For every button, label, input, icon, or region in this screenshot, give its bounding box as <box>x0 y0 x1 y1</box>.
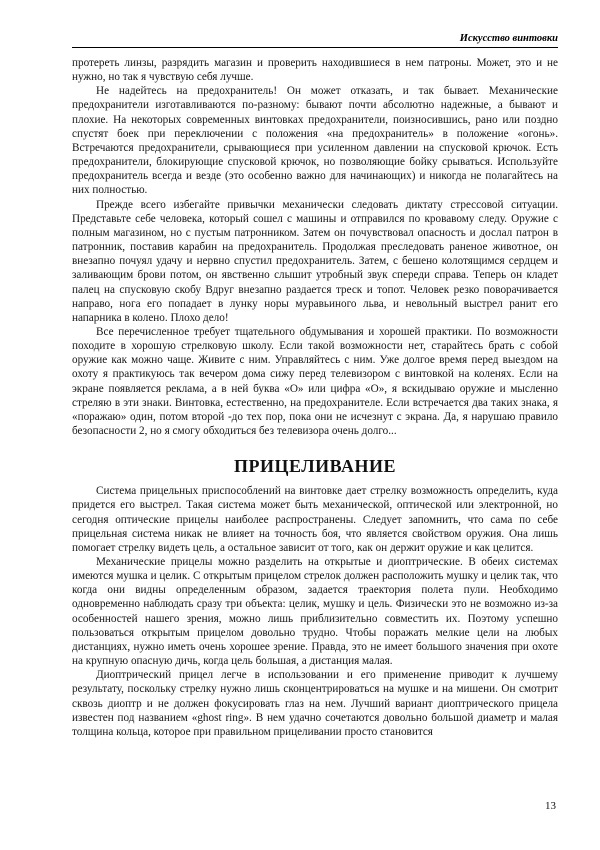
paragraph: Все перечисленное требует тщательного обдумывания и хорошей практики. По возможности походите в хорошую стрелковую школу. Если такой возможности нет, старайтесь брать с собой оружие как можно чаще. Живите с ним. Управляйтесь с ним. Уже долгое время перед выездом на охоту я практикуюсь так вечером дома сижу перед телевизором с винтовкой на коленях. Если на экране появляется реклама, а в ней буква «О» или цифра «О», я вскидываю оружие и мысленно стреляю в эти знаки. Винтовка, естественно, на предохранителе. Если встречается два таких знака, я «поражаю» один, потом второй -до тех пор, пока они не исчезнут с экрана. Да, я нарушаю правило безопасности 2, но я смогу обходиться без телевизора очень долго... <box>72 325 558 438</box>
paragraph: Не надейтесь на предохранитель! Он может отказать, и так бывает. Механические предохранители изготавливаются по-разному: бывают почти абсолютно надежные, а бывают и плохие. На некоторых современных винтовках предохранители, поизносившись, рано или поздно спустят боек при переключении с положения «на предохранитель» в положение «огонь». Встречаются предохранители, срывающиеся при усиленном давлении на спусковой крючок. Есть предохранители, блокирующие спусковой крючок, но позволяющие бойку срываться. Используйте предохранитель всегда и везде (это особенно важно для начинающих) и никогда не полагайтесь на них полностью. <box>72 85 558 197</box>
paragraph: Прежде всего избегайте привычки механически следовать диктату стрессовой ситуации. Представьте себе человека, который сошел с машины и отправился по кровавому следу. Оружие с полным магазином, но с пустым патронником. Затем он почувствовал опасность и дослал патрон в патронник, поставив карабин на предохранитель. Продолжая преследовать раненое животное, он внезапно почуял удачу и нервно спустил предохранитель. Затем, с бешено колотящимся сердцем и заливающим брови потом, он явственно слышит утробный звук спереди справа. Теперь он кладет палец на спусковую скобу Вдруг внезапно раздается треск и топот. Человек резко поворачивается направо, нога его попадает в лунку норы муравьиного льва, и невольный выстрел ранит его напарника в колено. Плохо дело! <box>72 198 558 324</box>
paragraph: протереть линзы, разрядить магазин и проверить находившиеся в нем патроны. Может, это и не нужно, но так я чувствую себя лучше. <box>72 57 558 84</box>
paragraph: Диоптрический прицел легче в использовании и его применение приводит к лучшему результату, поскольку стрелку нужно лишь сконцентрироваться на мушке и на мишени. Он смотрит сквозь диоптр и не должен фокусировать глаз на нем. Лучший вариант диоптрического прицела известен под названием «ghost ring». В нем удачно сочетаются довольно большой диаметр и малая толщина кольца, которое при правильном прицеливании просто становится <box>72 669 558 738</box>
running-header: Искусство винтовки <box>72 33 558 48</box>
page-number: 13 <box>545 800 556 812</box>
section-heading: ПРИЦЕЛИВАНИЕ <box>233 456 397 477</box>
paragraph: Система прицельных приспособлений на винтовке дает стрелку возможность определить, куда придется его выстрел. Такая система может быть механической, оптической или электронной, но сегодня оптические прицелы наиболее распространены. Следует запомнить, что сама по себе прицельная система никак не влияет на точность боя, что является свойством оружия. Она лишь помогает стрелку видеть цель, а остальное зависит от того, как он держит оружие и как целится. <box>72 485 558 554</box>
page-body <box>72 56 558 739</box>
paragraph: Механические прицелы можно разделить на открытые и диоптрические. В обеих системах имеются мушка и целик. С открытым прицелом стрелок должен расположить мушку и целик так, что когда они видны определенным образом, задается траектория полета пули. Необходимо одновременно наблюдать сразу три объекта: целик, мушку и цель. Физически это не возможно из-за особенностей нашего зрения, можно лишь приблизительно совместить их. Поэтому успешно пользоваться открытым прицелом довольно трудно. Чтобы поражать мелкие цели на любых дистанциях, нужно иметь очень хорошее зрение. Правда, это не имеет большого значения при охоте на крупную опасную дичь, когда цель большая, а дистанция малая. <box>72 556 558 668</box>
